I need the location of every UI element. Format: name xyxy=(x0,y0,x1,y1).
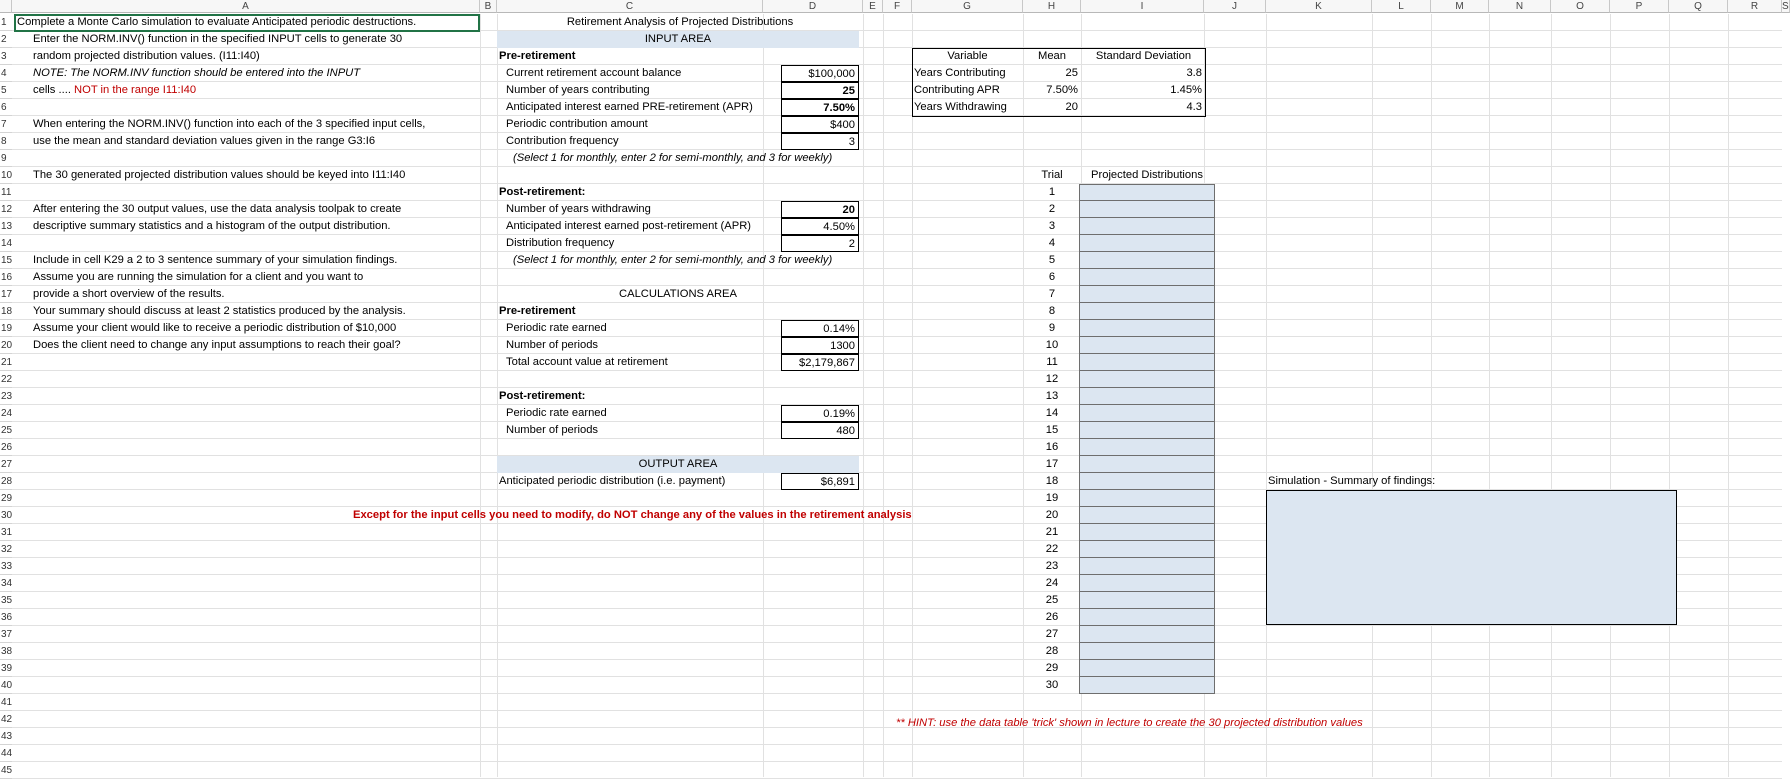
projected-distribution-cell-26[interactable] xyxy=(1079,609,1215,626)
row-gridline xyxy=(12,404,1782,405)
column-header-e[interactable]: E xyxy=(863,0,883,13)
stats-row-2-sd: 1.45% xyxy=(1170,84,1202,96)
hint-message: ** HINT: use the data table 'trick' shown in lecture to create the 30 projected distribution values xyxy=(896,717,1363,729)
column-header-q[interactable]: Q xyxy=(1669,0,1728,13)
row-number-10[interactable]: 10 xyxy=(0,167,12,184)
trial-number-20: 20 xyxy=(1045,509,1059,521)
column-header-d[interactable]: D xyxy=(763,0,863,13)
row-number-13[interactable]: 13 xyxy=(0,218,12,235)
projected-distribution-cell-29[interactable] xyxy=(1079,660,1215,677)
row-gridline xyxy=(12,455,1782,456)
row-number-3[interactable]: 3 xyxy=(0,48,12,65)
row-number-29[interactable]: 29 xyxy=(0,490,12,507)
projected-distribution-cell-23[interactable] xyxy=(1079,558,1215,575)
trial-number-11: 11 xyxy=(1046,356,1058,368)
trial-number-30: 30 xyxy=(1045,679,1059,691)
column-header-g[interactable]: G xyxy=(912,0,1023,13)
pre-apr-value[interactable]: 7.50% xyxy=(781,99,859,116)
trial-number-14: 14 xyxy=(1045,407,1059,419)
distribution-frequency-label: Distribution frequency xyxy=(506,237,615,249)
row-gridline xyxy=(12,710,1782,711)
row-number-5[interactable]: 5 xyxy=(0,82,12,99)
row-number-28[interactable]: 28 xyxy=(0,473,12,490)
trial-number-10: 10 xyxy=(1045,339,1059,351)
total-value-value[interactable]: $2,179,867 xyxy=(781,354,859,371)
stats-row-3-mean: 20 xyxy=(1065,101,1078,113)
stats-row-3-variable: Years Withdrawing xyxy=(914,101,1007,113)
row-number-17[interactable]: 17 xyxy=(0,286,12,303)
stats-row-1-mean: 25 xyxy=(1065,67,1078,79)
row-number-23[interactable]: 23 xyxy=(0,388,12,405)
trial-number-22: 22 xyxy=(1045,543,1059,555)
projected-distribution-cell-17[interactable] xyxy=(1079,456,1215,473)
trial-number-12: 12 xyxy=(1045,373,1059,385)
column-gridline xyxy=(1728,14,1729,777)
column-gridline xyxy=(497,14,498,777)
stats-header-sd: Standard Deviation xyxy=(1095,50,1192,62)
post-apr-value[interactable]: 4.50% xyxy=(781,218,859,235)
row-number-41[interactable]: 41 xyxy=(0,694,12,711)
projected-distribution-cell-8[interactable] xyxy=(1079,303,1215,320)
instruction-line-20: Does the client need to change any input assumptions to reach their goal? xyxy=(33,339,401,351)
years-withdrawing-value[interactable]: 20 xyxy=(781,201,859,218)
distribution-label: Anticipated periodic distribution (i.e. payment) xyxy=(499,475,726,487)
trial-number-25: 25 xyxy=(1045,594,1059,606)
projected-distribution-cell-1[interactable] xyxy=(1079,184,1215,201)
projected-distribution-cell-9[interactable] xyxy=(1079,320,1215,337)
trial-number-16: 16 xyxy=(1045,441,1059,453)
row-number-25[interactable]: 25 xyxy=(0,422,12,439)
row-number-14[interactable]: 14 xyxy=(0,235,12,252)
row-gridline xyxy=(12,472,1782,473)
instruction-line-10: The 30 generated projected distribution values should be keyed into I11:I40 xyxy=(33,169,406,181)
column-header-o[interactable]: O xyxy=(1551,0,1610,13)
current-balance-label: Current retirement account balance xyxy=(506,67,682,79)
row-number-27[interactable]: 27 xyxy=(0,456,12,473)
analysis-title: Retirement Analysis of Projected Distributions xyxy=(566,16,794,28)
column-header-h[interactable]: H xyxy=(1023,0,1081,13)
periodic-contribution-value[interactable]: $400 xyxy=(781,116,859,133)
instruction-line-17: provide a short overview of the results. xyxy=(33,288,225,300)
projected-distribution-cell-18[interactable] xyxy=(1079,473,1215,490)
trial-number-28: 28 xyxy=(1045,645,1059,657)
calc-pre-heading: Pre-retirement xyxy=(499,305,576,317)
row-number-2[interactable]: 2 xyxy=(0,31,12,48)
calc-pre-periods-label: Number of periods xyxy=(506,339,599,351)
row-number-43[interactable]: 43 xyxy=(0,728,12,745)
row-number-33[interactable]: 33 xyxy=(0,558,12,575)
projected-distribution-cell-21[interactable] xyxy=(1079,524,1215,541)
output-area-label: OUTPUT AREA xyxy=(638,458,718,470)
projected-distribution-cell-2[interactable] xyxy=(1079,201,1215,218)
trial-number-1: 1 xyxy=(1048,186,1056,198)
years-withdrawing-label: Number of years withdrawing xyxy=(506,203,651,215)
column-gridline xyxy=(912,14,913,777)
row-number-39[interactable]: 39 xyxy=(0,660,12,677)
stats-row-2-mean: 7.50% xyxy=(1046,84,1078,96)
trial-number-15: 15 xyxy=(1045,424,1059,436)
row-number-26[interactable]: 26 xyxy=(0,439,12,456)
column-header-j[interactable]: J xyxy=(1204,0,1266,13)
row-number-6[interactable]: 6 xyxy=(0,99,12,116)
column-gridline xyxy=(1669,14,1670,777)
column-header-m[interactable]: M xyxy=(1431,0,1489,13)
row-number-7[interactable]: 7 xyxy=(0,116,12,133)
row-gridline xyxy=(12,421,1782,422)
pre-retirement-heading: Pre-retirement xyxy=(499,50,576,62)
instruction-line-15: Include in cell K29 a 2 to 3 sentence summary of your simulation findings. xyxy=(33,254,398,266)
projected-distribution-cell-5[interactable] xyxy=(1079,252,1215,269)
row-number-4[interactable]: 4 xyxy=(0,65,12,82)
projected-distribution-cell-19[interactable] xyxy=(1079,490,1215,507)
calc-post-rate-value[interactable]: 0.19% xyxy=(781,405,859,422)
row-number-40[interactable]: 40 xyxy=(0,677,12,694)
row-number-1[interactable]: 1 xyxy=(0,14,12,31)
distribution-value[interactable]: $6,891 xyxy=(781,473,859,490)
trial-number-18: 18 xyxy=(1045,475,1059,487)
calc-pre-rate-label: Periodic rate earned xyxy=(506,322,607,334)
projected-distribution-cell-28[interactable] xyxy=(1079,643,1215,660)
row-number-21[interactable]: 21 xyxy=(0,354,12,371)
row-number-16[interactable]: 16 xyxy=(0,269,12,286)
calc-post-rate-label: Periodic rate earned xyxy=(506,407,607,419)
column-gridline xyxy=(1431,14,1432,777)
row-gridline xyxy=(12,370,1782,371)
instruction-line-2: Enter the NORM.INV() function in the specified INPUT cells to generate 30 xyxy=(33,33,403,45)
row-number-37[interactable]: 37 xyxy=(0,626,12,643)
row-number-44[interactable]: 44 xyxy=(0,745,12,762)
frequency-note-2: (Select 1 for monthly, enter 2 for semi-monthly, and 3 for weekly) xyxy=(513,254,833,266)
trial-number-13: 13 xyxy=(1045,390,1059,402)
total-value-label: Total account value at retirement xyxy=(506,356,668,368)
projected-distributions-header: Projected Distributions xyxy=(1091,169,1203,181)
row-number-11[interactable]: 11 xyxy=(0,184,12,201)
trial-number-24: 24 xyxy=(1045,577,1059,589)
projected-distribution-cell-3[interactable] xyxy=(1079,218,1215,235)
column-header-b[interactable]: B xyxy=(480,0,497,13)
row-gridline xyxy=(12,676,1782,677)
row-gridline xyxy=(12,98,1782,99)
projected-distribution-cell-27[interactable] xyxy=(1079,626,1215,643)
trial-number-6: 6 xyxy=(1048,271,1056,283)
trial-number-4: 4 xyxy=(1048,237,1056,249)
column-gridline xyxy=(1372,14,1373,777)
projected-distribution-cell-12[interactable] xyxy=(1079,371,1215,388)
summary-input-box[interactable] xyxy=(1266,490,1677,625)
row-number-15[interactable]: 15 xyxy=(0,252,12,269)
projected-distribution-cell-20[interactable] xyxy=(1079,507,1215,524)
years-contributing-label: Number of years contributing xyxy=(506,84,650,96)
column-header-i[interactable]: I xyxy=(1081,0,1204,13)
instruction-line-8: use the mean and standard deviation values given in the range G3:I6 xyxy=(33,135,376,147)
stats-row-1-sd: 3.8 xyxy=(1186,67,1202,79)
row-number-45[interactable]: 45 xyxy=(0,762,12,779)
calc-pre-periods-value[interactable]: 1300 xyxy=(781,337,859,354)
column-gridline xyxy=(1610,14,1611,777)
column-header-bar xyxy=(0,0,1789,14)
row-number-19[interactable]: 19 xyxy=(0,320,12,337)
projected-distribution-cell-4[interactable] xyxy=(1079,235,1215,252)
column-header-k[interactable]: K xyxy=(1266,0,1372,13)
column-header-l[interactable]: L xyxy=(1372,0,1431,13)
row-number-30[interactable]: 30 xyxy=(0,507,12,524)
frequency-note: (Select 1 for monthly, enter 2 for semi-monthly, and 3 for weekly) xyxy=(513,152,833,164)
calc-post-periods-value[interactable]: 480 xyxy=(781,422,859,439)
column-header-c[interactable]: C xyxy=(497,0,763,13)
row-number-34[interactable]: 34 xyxy=(0,575,12,592)
select-all-corner[interactable] xyxy=(0,0,12,13)
column-header-f[interactable]: F xyxy=(883,0,912,13)
instruction-line-5a: cells .... xyxy=(33,84,75,96)
post-retirement-heading: Post-retirement: xyxy=(499,186,586,198)
instruction-line-12: After entering the 30 output values, use the data analysis toolpak to create xyxy=(33,203,402,215)
row-number-38[interactable]: 38 xyxy=(0,643,12,660)
column-gridline xyxy=(1489,14,1490,777)
row-gridline xyxy=(12,744,1782,745)
row-gridline xyxy=(12,659,1782,660)
stats-header-variable: Variable xyxy=(947,50,988,62)
projected-distribution-cell-22[interactable] xyxy=(1079,541,1215,558)
trial-number-21: 21 xyxy=(1045,526,1059,538)
warning-message: Except for the input cells you need to modify, do NOT change any of the values in the retirement analysis xyxy=(353,509,912,521)
pre-apr-label: Anticipated interest earned PRE-retirement (APR) xyxy=(506,101,753,113)
column-header-n[interactable]: N xyxy=(1489,0,1551,13)
post-apr-label: Anticipated interest earned post-retirement (APR) xyxy=(506,220,751,232)
calc-pre-rate-value[interactable]: 0.14% xyxy=(781,320,859,337)
row-number-32[interactable]: 32 xyxy=(0,541,12,558)
years-contributing-value[interactable]: 25 xyxy=(781,82,859,99)
projected-distribution-cell-14[interactable] xyxy=(1079,405,1215,422)
current-balance-value[interactable]: $100,000 xyxy=(781,65,859,82)
column-header-p[interactable]: P xyxy=(1610,0,1669,13)
column-gridline xyxy=(863,14,864,777)
trial-number-26: 26 xyxy=(1045,611,1059,623)
periodic-contribution-label: Periodic contribution amount xyxy=(506,118,648,130)
row-number-35[interactable]: 35 xyxy=(0,592,12,609)
stats-row-1-variable: Years Contributing xyxy=(914,67,1006,79)
contribution-frequency-label: Contribution frequency xyxy=(506,135,619,147)
projected-distribution-cell-11[interactable] xyxy=(1079,354,1215,371)
calc-post-periods-label: Number of periods xyxy=(506,424,599,436)
column-gridline xyxy=(480,14,481,777)
row-number-31[interactable]: 31 xyxy=(0,524,12,541)
projected-distribution-cell-10[interactable] xyxy=(1079,337,1215,354)
trial-number-9: 9 xyxy=(1048,322,1056,334)
projected-distribution-cell-16[interactable] xyxy=(1079,439,1215,456)
projected-distribution-cell-25[interactable] xyxy=(1079,592,1215,609)
projected-distribution-cell-24[interactable] xyxy=(1079,575,1215,592)
row-number-20[interactable]: 20 xyxy=(0,337,12,354)
column-header-r[interactable]: R xyxy=(1728,0,1782,13)
trial-number-23: 23 xyxy=(1045,560,1059,572)
calc-post-heading: Post-retirement: xyxy=(499,390,586,402)
trial-number-5: 5 xyxy=(1048,254,1056,266)
column-gridline xyxy=(1266,14,1267,777)
projected-distribution-cell-7[interactable] xyxy=(1079,286,1215,303)
row-number-22[interactable]: 22 xyxy=(0,371,12,388)
calculations-area-label: CALCULATIONS AREA xyxy=(619,288,737,300)
row-gridline xyxy=(12,761,1782,762)
projected-distribution-cell-6[interactable] xyxy=(1079,269,1215,286)
trial-number-8: 8 xyxy=(1048,305,1056,317)
instruction-line-1: Complete a Monte Carlo simulation to evaluate Anticipated periodic destructions. xyxy=(17,16,417,28)
instruction-line-18: Your summary should discuss at least 2 statistics produced by the analysis. xyxy=(33,305,406,317)
distribution-frequency-value[interactable]: 2 xyxy=(781,235,859,252)
trial-number-3: 3 xyxy=(1048,220,1056,232)
trial-number-19: 19 xyxy=(1045,492,1059,504)
instruction-line-4: NOTE: The NORM.INV function should be entered into the INPUT xyxy=(33,67,361,79)
column-gridline xyxy=(763,14,764,777)
trial-number-2: 2 xyxy=(1048,203,1056,215)
stats-row-2-variable: Contributing APR xyxy=(914,84,1000,96)
stats-header-mean: Mean xyxy=(1038,50,1066,62)
trial-number-7: 7 xyxy=(1048,288,1056,300)
column-gridline xyxy=(1551,14,1552,777)
row-number-18[interactable]: 18 xyxy=(0,303,12,320)
projected-distribution-cell-30[interactable] xyxy=(1079,677,1215,694)
row-gridline xyxy=(12,387,1782,388)
trial-number-27: 27 xyxy=(1045,628,1059,640)
trial-header: Trial xyxy=(1041,169,1063,181)
row-gridline xyxy=(12,693,1782,694)
input-area-label: INPUT AREA xyxy=(644,33,712,45)
row-gridline xyxy=(12,438,1782,439)
row-number-8[interactable]: 8 xyxy=(0,133,12,150)
column-gridline xyxy=(883,14,884,777)
stats-row-3-sd: 4.3 xyxy=(1186,101,1202,113)
trial-number-17: 17 xyxy=(1045,458,1059,470)
row-gridline xyxy=(12,625,1782,626)
trial-number-29: 29 xyxy=(1045,662,1059,674)
column-header-s[interactable]: S xyxy=(1782,1,1789,12)
instruction-line-16: Assume you are running the simulation for a client and you want to xyxy=(33,271,364,283)
projected-distribution-cell-13[interactable] xyxy=(1079,388,1215,405)
instruction-line-7: When entering the NORM.INV() function into each of the 3 specified input cells, xyxy=(33,118,426,130)
instruction-line-19: Assume your client would like to receive a periodic distribution of $10,000 xyxy=(33,322,397,334)
row-number-9[interactable]: 9 xyxy=(0,150,12,167)
summary-label: Simulation - Summary of findings: xyxy=(1268,475,1436,487)
contribution-frequency-value[interactable]: 3 xyxy=(781,133,859,150)
row-number-36[interactable]: 36 xyxy=(0,609,12,626)
instruction-line-3: random projected distribution values. (I11:I40) xyxy=(33,50,260,62)
instruction-line-5 xyxy=(33,82,196,99)
column-header-a[interactable]: A xyxy=(12,0,480,13)
row-number-24[interactable]: 24 xyxy=(0,405,12,422)
instruction-line-5b: NOT in the range I11:I40 xyxy=(74,84,197,96)
row-gridline xyxy=(12,642,1782,643)
instruction-line-13: descriptive summary statistics and a histogram of the output distribution. xyxy=(33,220,391,232)
row-number-42[interactable]: 42 xyxy=(0,711,12,728)
row-number-12[interactable]: 12 xyxy=(0,201,12,218)
projected-distribution-cell-15[interactable] xyxy=(1079,422,1215,439)
